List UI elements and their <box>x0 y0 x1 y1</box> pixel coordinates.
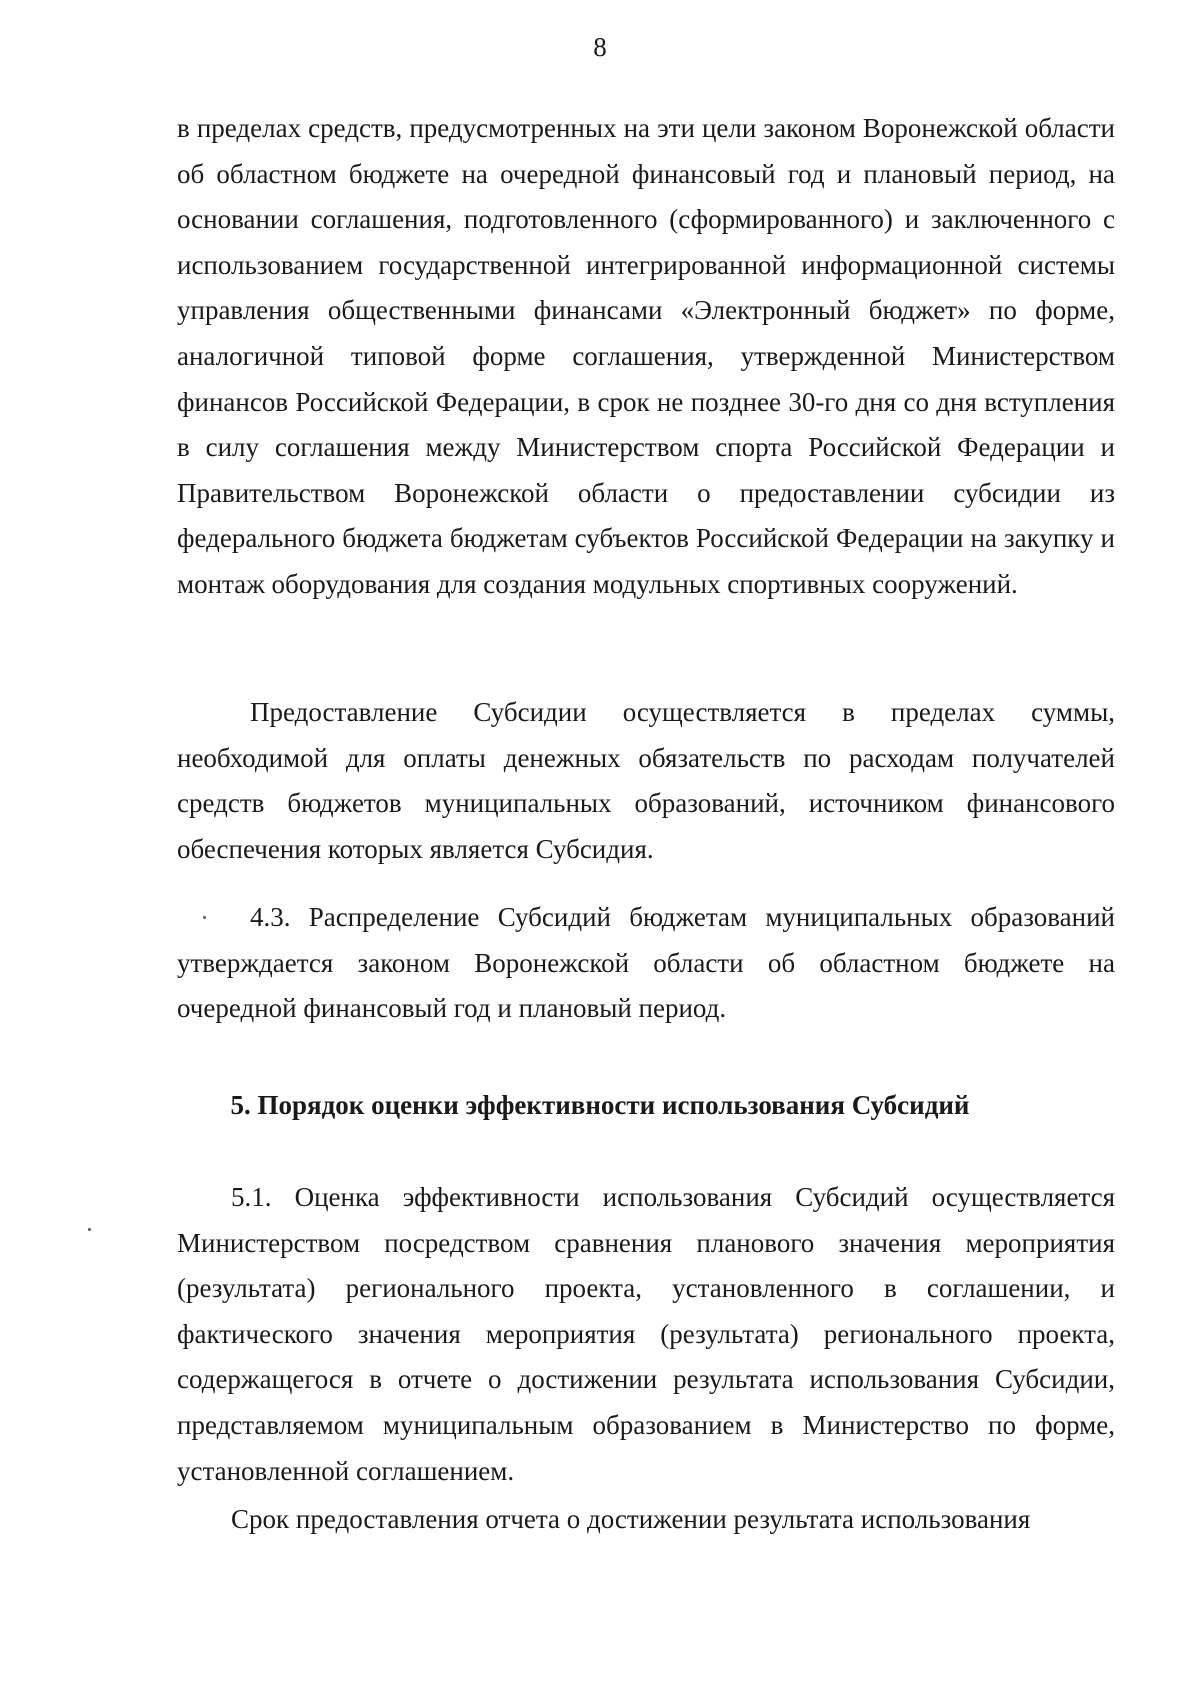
page-number: 8 <box>593 32 607 62</box>
scan-speck <box>203 916 206 919</box>
scan-speck <box>88 1228 91 1231</box>
paragraph-4-3-distribution: 4.3. Распределение Субсидий бюджетам муниципальных образований утверждается законом Воронежской области об областном бюджете на очередной финансовый год и плановый период. <box>177 902 1115 1024</box>
paragraph-report-deadline: Срок предоставления отчета о достижении результата использования <box>231 1504 1031 1534</box>
paragraph-5-1-evaluation: 5.1. Оценка эффективности использования Субсидий осуществляется Министерством посредством сравнения планового значения мероприятия (результата) регионального проекта, установленного в соглашении, и фактического значения мероприятия (результата) регионального проекта, содержащегося в отчете о достижении результата использования Субсидии, представляемом муниципальным образованием в Министерство по форме, установленной соглашением. <box>177 1182 1115 1486</box>
section-heading-5: 5. Порядок оценки эффективности использования Субсидий <box>230 1090 970 1120</box>
paragraph-budget-limits: в пределах средств, предусмотренных на эти цели законом Воронежской области об областном бюджете на очередной финансовый год и плановый период, на основании соглашения, подготовленного (сформированного) и заключенного с использованием государственной интегрированной информационной системы управления общественными финансами «Электронный бюджет» по форме, аналогичной типовой форме соглашения, утвержденной Министерством финансов Российской Федерации, в срок не позднее 30-го дня со дня вступления в силу соглашения между Министерством спорта Российской Федерации и Правительством Воронежской области о предоставлении субсидии из федерального бюджета бюджетам субъектов Российской Федерации на закупку и монтаж оборудования для создания модульных спортивных сооружений. <box>177 113 1115 599</box>
paragraph-subsidy-provision: Предоставление Субсидии осуществляется в пределах суммы, необходимой для оплаты денежных обязательств по расходам получателей средств бюджетов муниципальных образований, источником финансового обеспечения которых является Субсидия. <box>177 697 1115 864</box>
